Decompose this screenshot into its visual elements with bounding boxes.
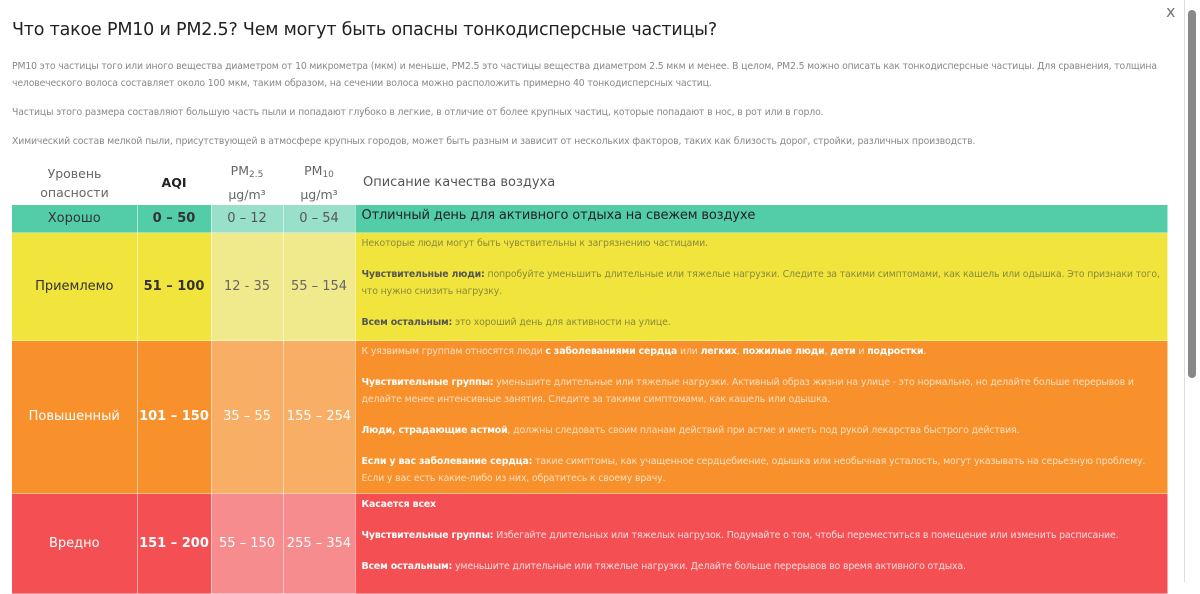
description-paragraph [362,558,1162,575]
description-text: уменьшите длительные или тяжелые нагрузки. Делайте больше перерывов во время активного отдыха. [452,561,966,572]
description-emphasis: Люди, страдающие астмой [361,425,508,436]
description-text: , [736,346,743,357]
description-text: Избегайте длительных или тяжелых нагрузок. Подумайте о том, чтобы переместиться в помещение или изменить расписание. [493,530,1119,541]
description-text: . [923,346,927,357]
scrollbar[interactable] [1184,0,1200,582]
scrollbar-thumb[interactable] [1188,10,1196,378]
description-text: уменьшите длительные или тяжелые нагрузки. Активный образ жизни на улице - это нормально, но делайте больше перерывов и делайте менее интенсивные занятия. Следите за такими симптомами, как кашель или одышка. [361,377,1134,405]
description-text: или [677,346,701,357]
pm25-cell: 35 – 55 [211,341,283,494]
aqi-cell: 51 – 100 [137,233,211,341]
intro-paragraph: PM10 это частицы того или иного вещества диаметром от 10 микрометра (мкм) и меньше, PM2.5 это частицы вещества диаметром 2.5 мкм и менее. В целом, PM2.5 можно описать как тонкодисперсные частицы. Для сравнения, толщина человеческого волоса составляет около 100 мкм, таким образом, на сечении волоса можно расположить примерно 40 тонкодисперсных частиц. [12,61,1157,89]
description-paragraph [362,422,1162,439]
pm10-cell: 0 – 54 [283,205,355,233]
header-level: Уровень опасности [40,165,109,200]
description-emphasis: Касается всех [361,499,436,510]
description-paragraph [362,235,1162,252]
description-text: Некоторые люди могут быть чувствительны к загрязнению частицами. [361,238,708,249]
page-title: Что такое PM10 и PM2.5? Чем могут быть опасны тонкодисперсные частицы? [12,20,717,40]
description-text: и [855,346,868,357]
level-cell: Повышенный [12,341,137,494]
header-description: Описание качества воздуха [363,175,556,190]
pm-label: PM [304,163,323,178]
description-paragraph [362,206,1162,226]
description-cell [355,341,1168,494]
description-text: К уязвимым группам относятся люди [361,346,546,357]
header-pm10 [283,160,355,205]
close-icon[interactable]: x [1166,2,1176,21]
pm25-cell: 12 - 35 [211,233,283,341]
description-cell [355,494,1168,594]
pm-sub: 2.5 [249,170,264,180]
description-paragraph [362,496,1162,513]
level-cell: Приемлемо [12,233,137,341]
table-row [12,341,1168,494]
intro-paragraph: Химический состав мелкой пыли, присутствующей в атмосфере крупных городов, может быть разным и зависит от нескольких факторов, таких как близость дорог, стройки, различных производств. [12,136,976,147]
table-header [12,160,1168,205]
pm25-cell: 0 – 12 [211,205,283,233]
description-emphasis: подростки [867,346,924,357]
description-text: такие симптомы, как учащенное сердцебиение, одышка или необычная усталость, могут указывать на серьезную проблему. Если у вас есть какие-либо из них, обратитесь к своему врачу. [361,456,1146,484]
header-aqi: AQI [161,175,187,190]
description-paragraph [362,343,1162,360]
aqi-table [12,160,1168,594]
description-emphasis: Всем остальным: [361,317,453,328]
description-emphasis: легких [700,346,737,357]
description-emphasis: с заболеваниями сердца [545,346,678,357]
description-emphasis: дети [830,346,856,357]
pm10-cell: 155 – 254 [283,341,355,494]
description-paragraph [362,527,1162,544]
description-emphasis: Если у вас заболевание сердца: [361,456,533,467]
pm25-cell: 55 – 150 [211,494,283,594]
unit-label: μg/m³ [228,187,266,202]
description-paragraph [362,374,1162,408]
description-text: , должны следовать своим планам действий при астме и иметь под рукой лекарства быстрого действия. [507,425,1020,436]
intro-paragraph: Частицы этого размера составляют большую часть пыли и попадают глубоко в легкие, в отличие от более крупных частиц, которые попадают в нос, в рот или в горло. [12,107,824,118]
aqi-cell: 0 – 50 [137,205,211,233]
description-paragraph [362,453,1162,487]
aqi-cell: 151 – 200 [137,494,211,594]
intro-text [12,58,1162,162]
level-cell: Хорошо [12,205,137,233]
unit-label: μg/m³ [300,187,338,202]
table-row [12,494,1168,594]
description-text: , [824,346,831,357]
table-row [12,233,1168,341]
header-pm25 [211,160,283,205]
description-text: это хороший день для активности на улице. [452,317,671,328]
description-cell [355,205,1168,233]
aqi-cell: 101 – 150 [137,341,211,494]
description-text: Отличный день для активного отдыха на свежем воздухе [361,208,756,223]
pm10-cell: 55 – 154 [283,233,355,341]
table-row [12,205,1168,233]
description-emphasis: Чувствительные группы: [361,377,494,388]
description-emphasis: Всем остальным: [361,561,453,572]
pm10-cell: 255 – 354 [283,494,355,594]
description-emphasis: Чувствительные группы: [361,530,494,541]
description-emphasis: Чувствительные люди: [361,269,485,280]
description-text: попробуйте уменьшить длительные или тяжелые нагрузки. Следите за такими симптомами, как кашель или одышка. Это признаки того, что нужно снизить нагрузку. [361,269,1160,297]
pm-sub: 10 [322,170,334,180]
description-paragraph [362,314,1162,331]
level-cell: Вредно [12,494,137,594]
pm-label: PM [230,163,249,178]
description-cell [355,233,1168,341]
description-emphasis: пожилые люди [742,346,825,357]
description-paragraph [362,266,1162,300]
